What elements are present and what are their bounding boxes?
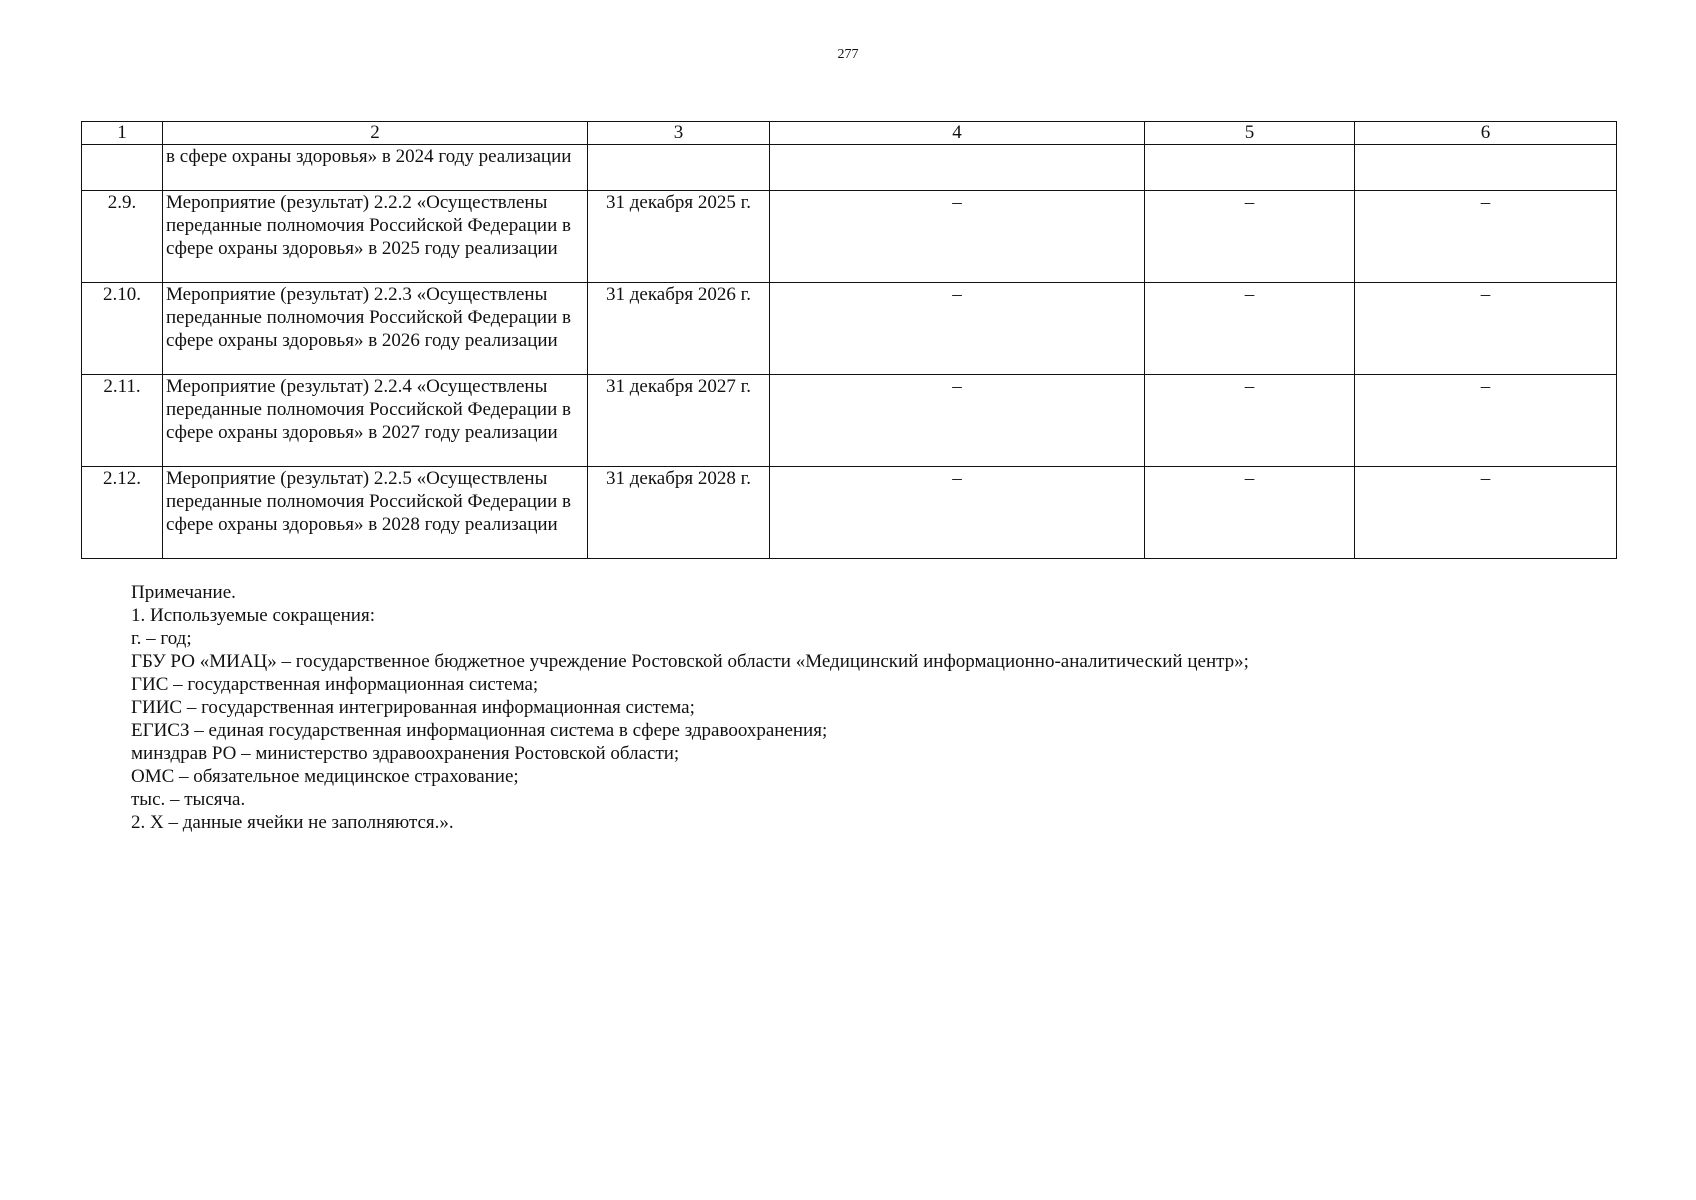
column-header: 4: [770, 122, 1145, 145]
row-cell-5: [1145, 145, 1355, 191]
row-cell-4: –: [770, 283, 1145, 375]
row-number: [82, 145, 163, 191]
notes-item: г. – год;: [131, 628, 192, 649]
row-cell-5: –: [1145, 467, 1355, 559]
row-date: 31 декабря 2025 г.: [588, 191, 770, 283]
row-number: 2.10.: [82, 283, 163, 375]
row-cell-5: –: [1145, 283, 1355, 375]
notes-item: ОМС – обязательное медицинское страхование;: [131, 766, 519, 787]
row-title: Мероприятие (результат) 2.2.3 «Осуществлены переданные полномочия Российской Федерации в сфере охраны здоровья» в 2026 году реализации: [163, 283, 588, 375]
row-number: 2.9.: [82, 191, 163, 283]
table-row: [82, 283, 1617, 375]
row-date: 31 декабря 2027 г.: [588, 375, 770, 467]
notes-heading: Примечание.: [131, 582, 236, 603]
notes-item: тыс. – тысяча.: [131, 789, 246, 810]
row-cell-6: –: [1355, 467, 1617, 559]
row-cell-6: [1355, 145, 1617, 191]
table-row: [82, 467, 1617, 559]
row-title: в сфере охраны здоровья» в 2024 году реализации: [163, 145, 588, 191]
row-title: Мероприятие (результат) 2.2.5 «Осуществлены переданные полномочия Российской Федерации в сфере охраны здоровья» в 2028 году реализации: [163, 467, 588, 559]
row-cell-4: [770, 145, 1145, 191]
row-cell-6: –: [1355, 191, 1617, 283]
row-date: 31 декабря 2026 г.: [588, 283, 770, 375]
notes-item: ГБУ РО «МИАЦ» – государственное бюджетное учреждение Ростовской области «Медицинский информационно-аналитический центр»;: [131, 651, 1249, 672]
column-header: 5: [1145, 122, 1355, 145]
table-row: [82, 191, 1617, 283]
column-header: 2: [163, 122, 588, 145]
row-cell-5: –: [1145, 375, 1355, 467]
notes-item: 1. Используемые сокращения:: [131, 605, 375, 626]
table-row: [82, 375, 1617, 467]
row-title: Мероприятие (результат) 2.2.2 «Осуществлены переданные полномочия Российской Федерации в сфере охраны здоровья» в 2025 году реализации: [163, 191, 588, 283]
table-header-row: [82, 122, 1617, 145]
notes-item: ГИИС – государственная интегрированная информационная система;: [131, 697, 695, 718]
table-row: [82, 145, 1617, 191]
measures-table: [81, 121, 1617, 559]
column-header: 1: [82, 122, 163, 145]
notes-item: минздрав РО – министерство здравоохранения Ростовской области;: [131, 743, 680, 764]
row-number: 2.12.: [82, 467, 163, 559]
row-date: [588, 145, 770, 191]
row-cell-6: –: [1355, 375, 1617, 467]
row-cell-4: –: [770, 467, 1145, 559]
column-header: 3: [588, 122, 770, 145]
notes-item: 2. Х – данные ячейки не заполняются.».: [131, 812, 454, 833]
row-cell-6: –: [1355, 283, 1617, 375]
row-date: 31 декабря 2028 г.: [588, 467, 770, 559]
row-cell-4: –: [770, 191, 1145, 283]
row-number: 2.11.: [82, 375, 163, 467]
row-cell-5: –: [1145, 191, 1355, 283]
row-cell-4: –: [770, 375, 1145, 467]
page-number: 277: [837, 47, 859, 62]
notes-item: ЕГИСЗ – единая государственная информационная система в сфере здравоохранения;: [131, 720, 828, 741]
column-header: 6: [1355, 122, 1617, 145]
notes-item: ГИС – государственная информационная система;: [131, 674, 539, 695]
row-title: Мероприятие (результат) 2.2.4 «Осуществлены переданные полномочия Российской Федерации в сфере охраны здоровья» в 2027 году реализации: [163, 375, 588, 467]
notes-section: [131, 581, 1611, 834]
